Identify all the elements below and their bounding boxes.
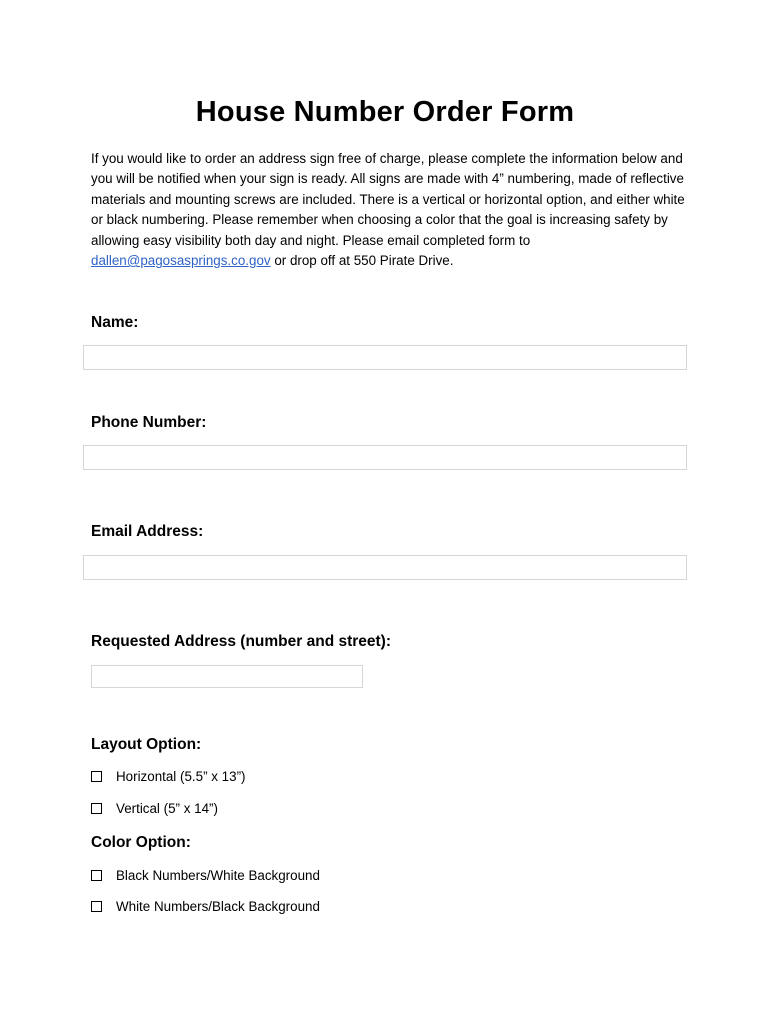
address-field[interactable] [91, 665, 363, 688]
option-label: Vertical (5” x 14”) [116, 801, 218, 816]
page-title: House Number Order Form [195, 96, 575, 128]
layout-option-vertical[interactable] [91, 801, 218, 816]
checkbox-icon[interactable] [91, 803, 102, 814]
name-field[interactable] [83, 345, 687, 370]
email-label: Email Address: [91, 523, 204, 540]
option-label: White Numbers/Black Background [116, 899, 320, 914]
layout-option-horizontal[interactable] [91, 769, 246, 784]
intro-paragraph [91, 149, 691, 271]
layout-option-label: Layout Option: [91, 736, 202, 753]
phone-field[interactable] [83, 445, 687, 470]
option-label: Horizontal (5.5” x 13”) [116, 769, 246, 784]
checkbox-icon[interactable] [91, 901, 102, 912]
color-option-label: Color Option: [91, 834, 191, 851]
email-field[interactable] [83, 555, 687, 580]
intro-text-end: or drop off at 550 Pirate Drive. [270, 253, 454, 269]
intro-text: If you would like to order an address sign free of charge, please complete the information below and you will be notified when your sign is ready. All signs are made with 4” numbering, made of reflective materials and mounting screws are included. There is a vertical or horizontal option, and either white or black numbering. Please remember when choosing a color that the goal is increasing safety by allowing easy visibility both day and night. Please email completed form to [91, 151, 685, 248]
color-option-black-on-white[interactable] [91, 868, 320, 883]
address-label: Requested Address (number and street): [91, 633, 392, 650]
phone-label: Phone Number: [91, 414, 207, 431]
checkbox-icon[interactable] [91, 771, 102, 782]
email-link[interactable]: dallen@pagosasprings.co.gov [91, 253, 271, 269]
name-label: Name: [91, 314, 139, 331]
option-label: Black Numbers/White Background [116, 868, 320, 883]
checkbox-icon[interactable] [91, 870, 102, 881]
color-option-white-on-black[interactable] [91, 899, 320, 914]
